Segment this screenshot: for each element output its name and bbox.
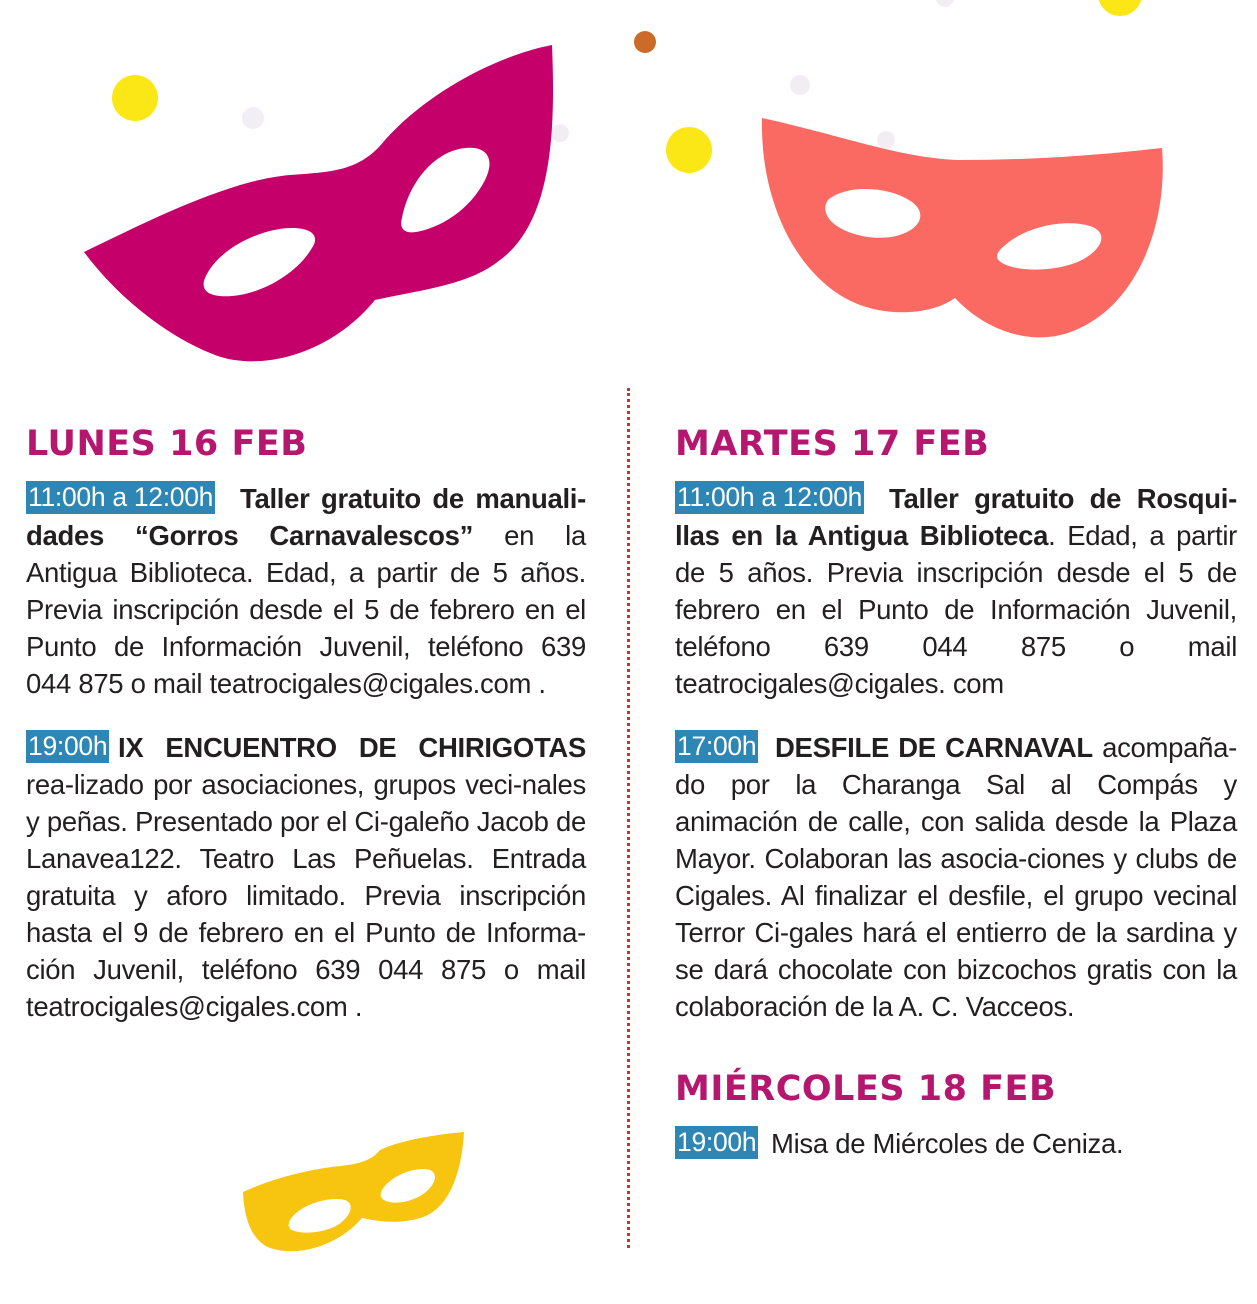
time-badge: 17:00h: [677, 731, 757, 761]
event-title: Taller gratuito de manuali-dades “Gorros Carnavalescos”: [26, 483, 586, 551]
event-item: [675, 1125, 1237, 1162]
time-badge: 11:00h a 12:00h: [28, 482, 214, 512]
event-description: en la Antigua Biblioteca. Edad, a partir de 5 años. Previa inscripción desde el 5 de febrero en el Punto de Información Juvenil, teléfono 639 044 875 o mail teatrocigales@cigales.com .: [26, 520, 586, 699]
yellow-mask-icon: [243, 1132, 464, 1251]
event-description: acompaña-do por la Charanga Sal al Compás y animación de calle, con salida desde la Plaza Mayor. Colaboran las asocia-ciones y clubs de Cigales. Al finalizar el desfile, el grupo vecinal Terror Ci-gales hará el entierro de la sardina y se dará chocolate con bizcochos gratis con la colaboración de la A. C. Vacceos.: [675, 732, 1237, 1022]
day-heading-wednesday: MIÉRCOLES 18 FEB: [675, 1069, 1057, 1109]
column-divider: [627, 388, 630, 1248]
time-badge: 19:00h: [677, 1127, 757, 1157]
event-title: DESFILE DE CARNAVAL: [775, 732, 1093, 763]
event-item: [26, 729, 586, 1025]
event-title: IX ENCUENTRO DE CHIRIGOTAS: [118, 732, 586, 763]
event-item: [675, 480, 1237, 702]
day-heading-tuesday: MARTES 17 FEB: [675, 424, 990, 464]
tuesday-wednesday-column: [675, 420, 1237, 1162]
event-item: [675, 729, 1237, 1025]
event-item: [26, 480, 586, 702]
event-description: . Edad, a partir de 5 años. Previa inscripción desde el 5 de febrero en el Punto de Información Juvenil, teléfono 639 044 875 o mail teatrocigales@cigales. com: [675, 520, 1237, 699]
event-description: Misa de Miércoles de Ceniza.: [771, 1128, 1124, 1159]
coral-mask-icon: [762, 118, 1163, 337]
monday-column: [26, 420, 586, 1025]
event-description: rea-lizado por asociaciones, grupos veci-nales y peñas. Presentado por el Ci-galeño Jacob de Lanavea122. Teatro Las Peñuelas. Entrada gratuita y aforo limitado. Previa inscripción hasta el 9 de febrero en el Punto de Informa-ción Juvenil, teléfono 639 044 875 o mail teatrocigales@cigales.com .: [26, 769, 586, 1022]
day-heading-monday: LUNES 16 FEB: [26, 424, 308, 464]
event-title: Taller gratuito de Rosqui-llas en la Antigua Biblioteca: [675, 483, 1237, 551]
time-badge: 19:00h: [28, 731, 108, 761]
time-badge: 11:00h a 12:00h: [677, 482, 863, 512]
